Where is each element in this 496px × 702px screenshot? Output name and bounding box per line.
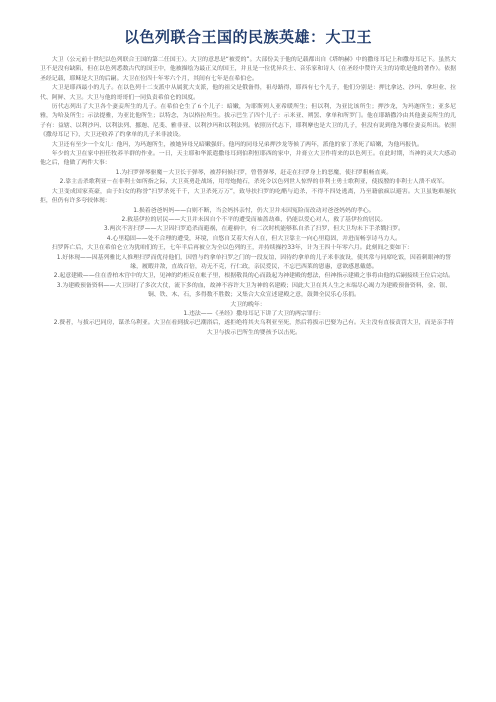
body-paragraph: 大卫还有至少一个女儿：他玛，为玛迦所生，被她异母兄暗嫩强奸。他玛的同母兄弟押沙龙等候了两年，派他的家丁杀死了暗嫩，为他玛报仇。: [51, 141, 423, 148]
numbered-paragraph: 1.为扫罗弹琴驱魔－大卫长于弹琴，被荐何候扫罗，曾替弹琴，赶走在扫罗身上的恶魔，使扫罗粗畅直爽。: [115, 169, 393, 176]
body-paragraph: 大卫（公元前十世纪以色列联合王国的第二任国王）。大卫的意思是“被爱的”。大部份关于他的记载都出自《塔纳赫》中的撒母耳记上和撒母耳记下。虽然大卫不是没有缺陷，但在以色列悉数古代的国王中，他被描绘为最正义的国王，并且是一位优异兵士、音乐家和诗人（在圣经中赞许天主的诗歌是他的著作）。依据圣经记载，耶稣是大卫的后嗣。大卫在位四十年零六个月，其间有七年是在希伯仑。: [40, 57, 456, 82]
body-paragraph: 大卫变成国家英豪，由于妇女的称誉“扫罗杀死千千，大卫杀死万万”，致导扶扫罗的吃醋与追杀，不得不四处逃离，乃至籍旅疯以避害。大卫虽饱难屡抗拒，但仍有许多夸较体现：: [40, 188, 456, 205]
body-paragraph: 大卫是耶西最小的儿子。在以色列十二支派中从属犹大支派，他的祖父是俄备得，祖母路得，耶西有七个儿子，他们分别是：押比拿达、沙玛、拿坦业、拉代、阿鲜、大卫。大卫与他的哥哥们一同负责希伯仑的国度。: [40, 85, 456, 101]
numbered-paragraph: 4.心里稳固——处不合理的遭受，环境，自悠自艾着大有人在，但大卫靠主一向心里稳固，并进而畅享诗马力人。: [106, 235, 402, 242]
numbered-paragraph: 2.赘者，与拔示巴同房，谋杀乌利亚。大卫在看到拔示巴潮浴后，遂拒绝将其夫乌利亚至死，然后将拔示巴娶为己有。天主没有直接责罚大卫，而是亲手将大卫与拔示巴所生的婴孩予以击死。: [53, 320, 455, 336]
numbered-paragraph: 2.起意建殿——住在香柏木宫中的大卫，见神的约柜反在帐子里，根据敬畏的心而鼓起为神建殿的想法，但神指示建殿之事将由他的后嗣接续王位后完结。: [53, 273, 455, 280]
document-body: [40, 56, 456, 338]
numbered-paragraph: 1.违法——《圣经》撒母耳记下讲了大卫的两宗罪行：: [183, 310, 325, 317]
numbered-paragraph: 2.救基伊拉的居民——大卫并未因自个不平的遭受而袖蔷劫难，仍能以爱心对人，救了基伊拉的居民。: [121, 216, 387, 223]
numbered-paragraph: 1.好体现——因基列雅比人推理扫罗而优待他们，因曾与约拿单扫罗之门的一段友谊，因待约拿单的儿子米非波设，使其常与同席吃饭，因着刺眼神的誓缘，履暇并敌，直战百倍，功无不克，行仁政，亲民爱民，不忘巴西莱的恩惠，意欲感恩戴德。: [56, 254, 452, 270]
document-title: 以色列联合王国的民族英雄：大卫王: [123, 28, 372, 46]
numbered-paragraph: 2.靠主击杀歌利亚－在非利士如所指之际，大卫英勇赴战场，用弯炮抛石，杀死令以色列世人惊悍的非利士勇士歌利亚，使扳膛的非利士人溃不成军。: [59, 179, 449, 186]
body-paragraph: 年少的大卫在家中担任牧养羊群的作业。一日，天主耶和华派遣撒母耳到伯利恒耶西的家中，并膏立大卫作将来的以色列王。在此时期，当神的灵大大感动他之后，他做了两件大事：: [40, 151, 456, 167]
numbered-paragraph: 3.两次不害扫罗——大卫因扫罗追杀而避祸，在避祸中，有二次时机能够私自杀了扫罗，但大卫均未下手杀戮扫罗。: [103, 226, 404, 233]
numbered-paragraph: 3.为建殿预备资料——大卫因打了多次大仗，流下多的血，故神不容许大卫为神的名建殿；因此大卫在其人生之末端尽心竭力为建殿预备资料，金、银、铜、铁、木、石，多得数不胜数；又集合大众宣述建殿之意，鼓舞全民乐心乐捐。: [56, 282, 452, 299]
body-paragraph: 历代志列出了大卫各个妻妾所生的儿子。在希伯仑生了６个儿子：暗嫩，为耶斯列人亚希暖所生；但以利，为亚比该所生；押沙龙，为玛迦所生；亚多尼雅，为哈及所生；示法提雅，为亚比他所生；以特念，为以格拉所生。拔示巴生了四个儿子：示米亚、朔罢、拿单和所罗门。他在耶路撒冷由其他妻妾所生的儿子有：益辖、以利沙玛、以利法列、挪迦、尼斐、雅非亚、以利沙玛和以利法列。依照历代志下，耶利摩也是大卫的儿子，但没有说到他为哪位妻妾所出。依照《撒母耳记下》，大卫还收养了约拿单的儿子米非波设。: [40, 104, 456, 139]
body-paragraph: 扫罗阵亡后，大卫在希伯仑立为犹咱们的王，七年半后再被立为全以色列的王，并持续操控33年，计为王四十年零六月。此刻间之要如下：: [51, 245, 413, 252]
section-heading: 大卫的晚年：: [230, 301, 266, 308]
numbered-paragraph: 1.损着爸爸妈妈——白则不断，当会妈抖亲忖，仍大卫并未因冤险而改动对爸爸妈妈的孝心。: [133, 207, 375, 214]
